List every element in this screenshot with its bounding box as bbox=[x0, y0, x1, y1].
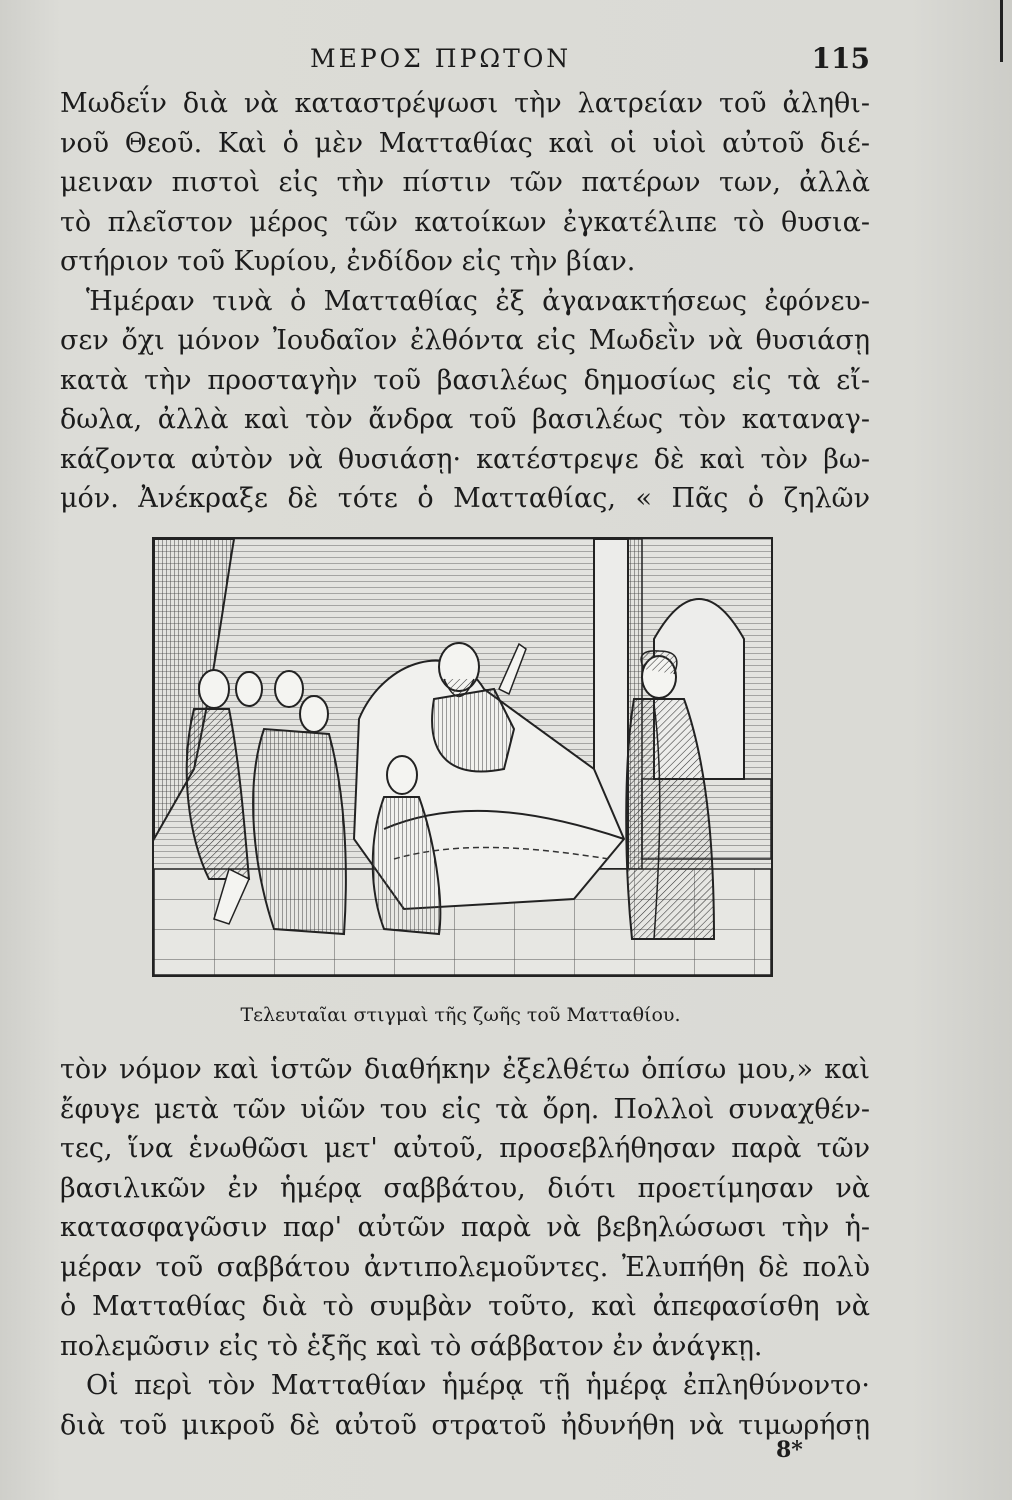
text-line: τὸν νόμον καὶ ἱστῶν διαθήκην ἐξελθέτω ὀπίσω μου,» καὶ bbox=[60, 1054, 870, 1085]
text-line: μέραν τοῦ σαββάτου ἀντιπολεμοῦντες. Ἐλυπήθη δὲ πολὺ bbox=[60, 1251, 870, 1283]
text-line: νοῦ Θεοῦ. Καὶ ὁ μὲν Ματταθίας καὶ οἱ υἱοὶ αὐτοῦ διέ- bbox=[60, 127, 870, 159]
text-line: μειναν πιστοὶ εἰς τὴν πίστιν τῶν πατέρων των, ἀλλὰ bbox=[60, 167, 870, 198]
text-line: τὸ πλεῖστον μέρος τῶν κατοίκων ἐγκατέλιπε τὸ θυσια- bbox=[60, 206, 870, 238]
text-line: ἔφυγε μετὰ τῶν υἱῶν του εἰς τὰ ὄρη. Πολλοὶ συναχθέν- bbox=[60, 1093, 870, 1125]
text-line: κάζοντα αὐτὸν νὰ θυσιάσῃ· κατέστρεψε δὲ καὶ τὸν βω- bbox=[60, 443, 870, 475]
figure-caption: Τελευταῖαι στιγμαὶ τῆς ζωῆς τοῦ Ματταθίου. bbox=[240, 1004, 681, 1026]
text-line: δωλα, ἀλλὰ καὶ τὸν ἄνδρα τοῦ βασιλέως τὸν καταναγ- bbox=[60, 404, 870, 435]
text-block-bottom bbox=[60, 1050, 870, 1445]
text-block-top bbox=[60, 84, 870, 519]
text-line: πολεμῶσιν εἰς τὸ ἑξῆς καὶ τὸ σάββατον ἐν ἀνάγκῃ. bbox=[60, 1330, 763, 1362]
text-line: Μωδεΐν διὰ νὰ καταστρέψωσι τὴν λατρείαν τοῦ ἀληθι- bbox=[60, 88, 870, 119]
right-margin-rule bbox=[1000, 0, 1003, 62]
text-line: τες, ἵνα ἑνωθῶσι μετ' αὐτοῦ, προσεβλήθησαν παρὰ τῶν bbox=[60, 1133, 870, 1164]
text-line: βασιλικῶν ἐν ἡμέρᾳ σαββάτου, διότι προετίμησαν νὰ bbox=[60, 1172, 870, 1204]
text-line: μόν. Ἀνέκραξε δὲ τότε ὁ Ματταθίας, « Πᾶς ὁ ζηλῶν bbox=[60, 483, 870, 514]
text-line: Ἡμέραν τινὰ ὁ Ματταθίας ἐξ ἀγανακτήσεως ἐφόνευ- bbox=[86, 285, 870, 317]
running-head: ΜΕΡΟΣ ΠΡΩΤΟΝ bbox=[310, 44, 572, 73]
text-line: κατασφαγῶσιν παρ' αὐτῶν παρὰ νὰ βεβηλώσωσι τὴν ἡ- bbox=[60, 1212, 870, 1243]
signature-mark: 8* bbox=[776, 1437, 803, 1463]
text-line: ὁ Ματταθίας διὰ τὸ συμβὰν τοῦτο, καὶ ἀπεφασίσθη νὰ bbox=[60, 1291, 870, 1322]
page-header bbox=[60, 42, 870, 82]
text-line: στήριον τοῦ Κυρίου, ἐνδίδον εἰς τὴν βίαν. bbox=[60, 246, 636, 277]
text-line: διὰ τοῦ μικροῦ δὲ αὐτοῦ στρατοῦ ἠδυνήθη νὰ τιμωρήσῃ bbox=[60, 1409, 870, 1441]
page-number: 115 bbox=[811, 42, 870, 75]
engraving-illustration bbox=[152, 537, 773, 977]
text-line: Οἱ περὶ τὸν Ματταθίαν ἡμέρᾳ τῇ ἡμέρᾳ ἐπληθύνοντο· bbox=[86, 1370, 870, 1401]
text-line: κατὰ τὴν προσταγὴν τοῦ βασιλέως δημοσίως εἰς τὰ εἴ- bbox=[60, 364, 870, 396]
text-line: σεν ὄχι μόνον Ἰουδαῖον ἐλθόντα εἰς Μωδεῒν νὰ θυσιάσῃ bbox=[60, 325, 870, 356]
